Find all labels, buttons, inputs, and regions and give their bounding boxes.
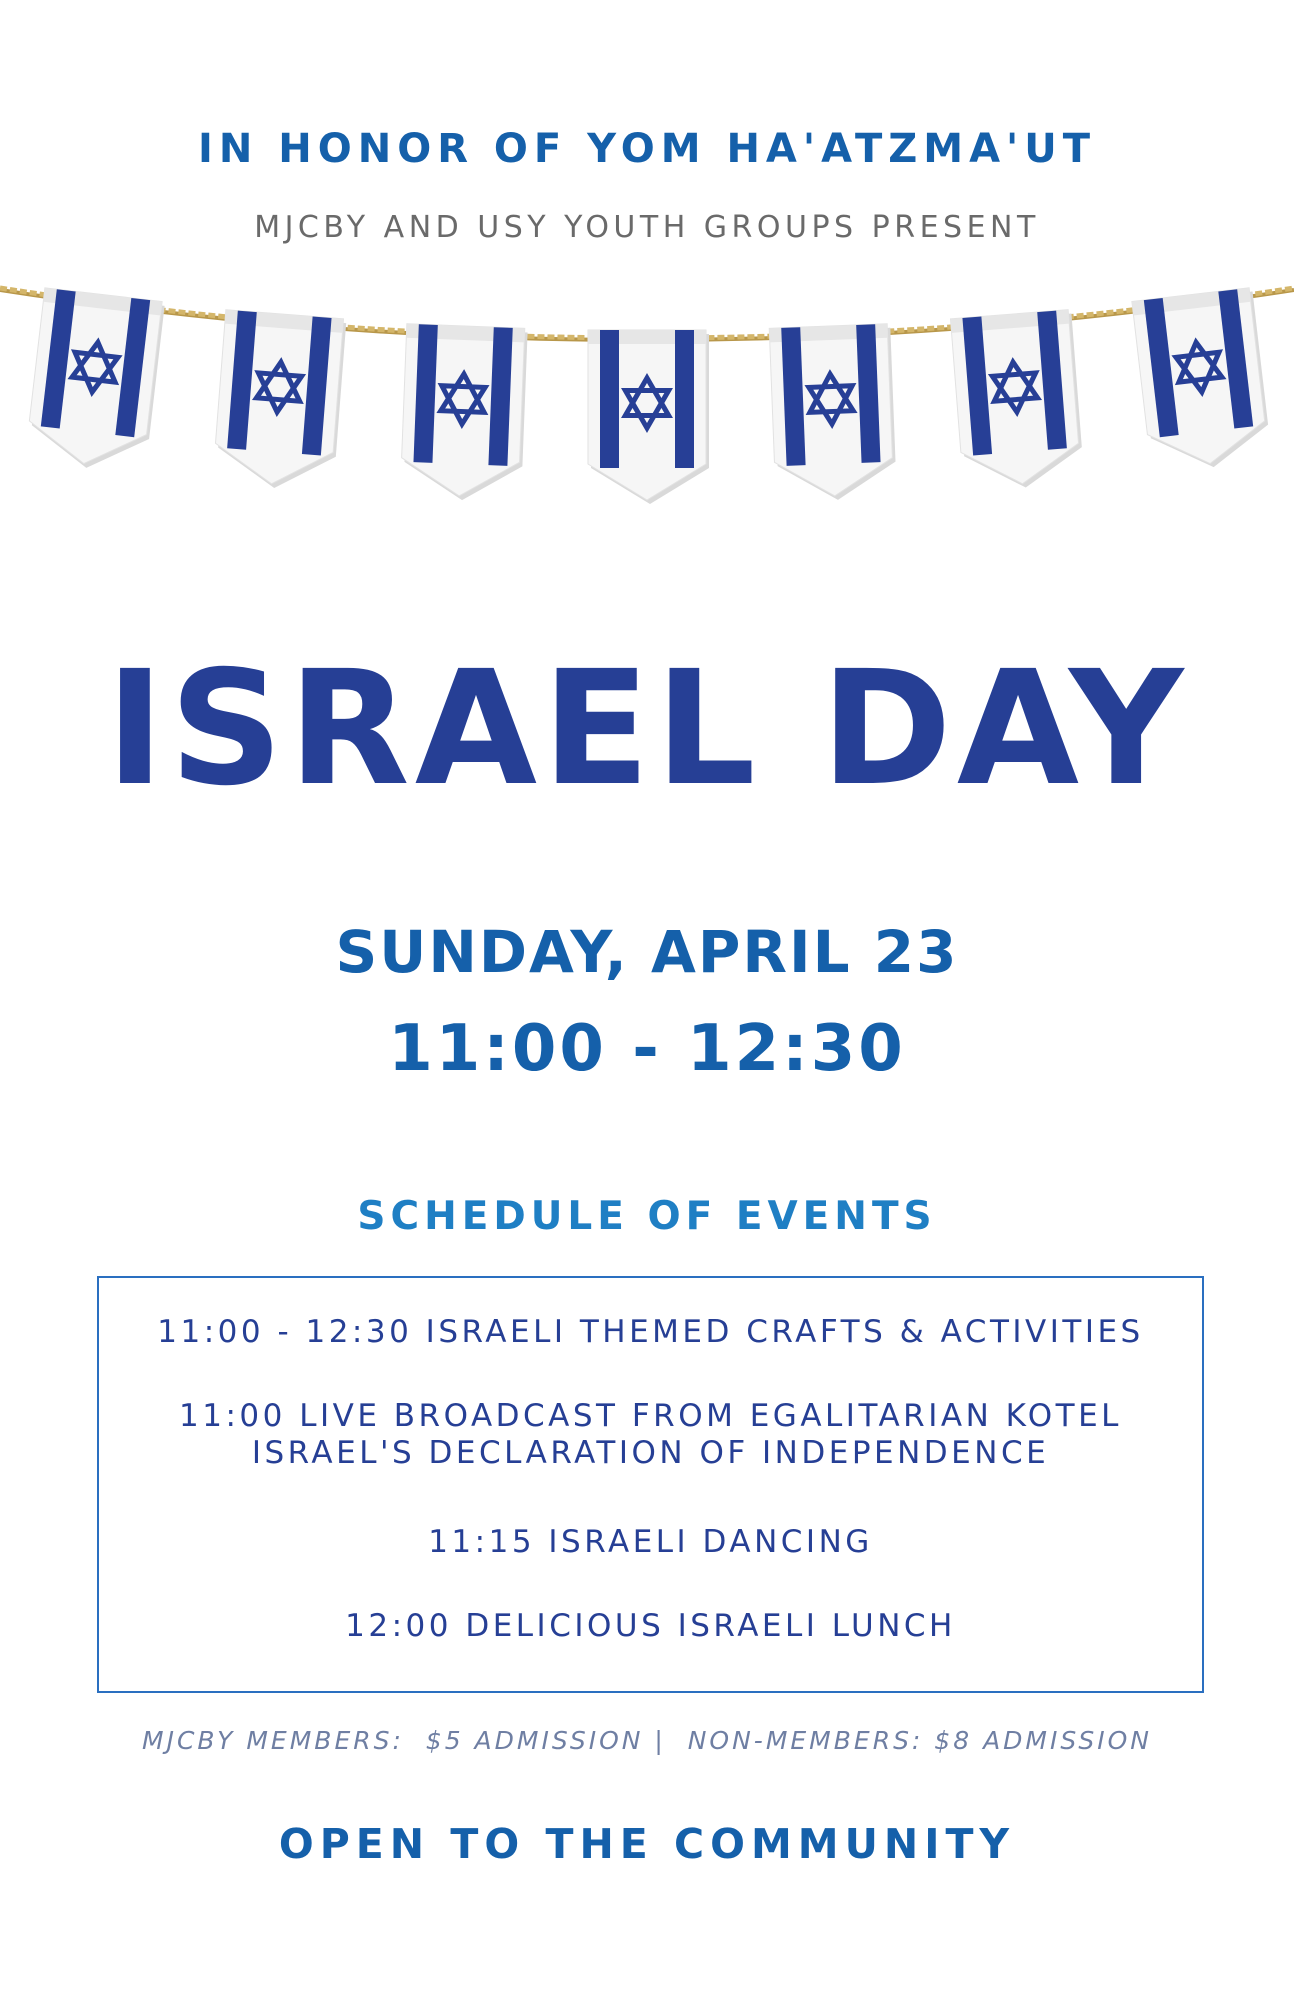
admission-info: MJCBY MEMBERS: $5 ADMISSION | NON-MEMBERS: $8 ADMISSION (142, 1726, 1152, 1755)
schedule-item-line: 11:00 - 12:30 ISRAELI THEMED CRAFTS & ACTIVITIES (157, 1314, 1144, 1350)
flag-pennant (950, 309, 1084, 492)
schedule-item-line: 11:15 ISRAELI DANCING (428, 1524, 873, 1560)
schedule-item (99, 1608, 1202, 1645)
schedule-item-line: 11:00 LIVE BROADCAST FROM EGALITARIAN KOTEL (179, 1398, 1122, 1434)
schedule-heading: SCHEDULE OF EVENTS (357, 1194, 937, 1239)
schedule-item-line: ISRAEL'S DECLARATION OF INDEPENDENCE (251, 1435, 1050, 1472)
schedule-item-line: 12:00 DELICIOUS ISRAELI LUNCH (345, 1608, 956, 1644)
community-footer: OPEN TO THE COMMUNITY (278, 1820, 1016, 1868)
presenters-subheading: MJCBY AND USY YOUTH GROUPS PRESENT (254, 210, 1040, 245)
flag-pennant (212, 310, 346, 493)
honor-heading: IN HONOR OF YOM HA'ATZMA'UT (197, 126, 1097, 172)
flag-pennant (769, 324, 897, 503)
flag-pennant (1132, 288, 1272, 475)
flag-pennant (25, 288, 165, 475)
event-time: 11:00 - 12:30 (388, 1012, 906, 1086)
schedule-box (97, 1276, 1204, 1693)
schedule-item (99, 1524, 1202, 1561)
event-title: ISRAEL DAY (105, 637, 1189, 821)
flag-pennant (400, 324, 528, 503)
schedule-item (99, 1314, 1202, 1351)
schedule-item (99, 1398, 1202, 1472)
flag-pennant (588, 330, 709, 504)
event-date: SUNDAY, APRIL 23 (335, 918, 959, 986)
israel-flag-bunting-icon (0, 270, 1294, 570)
